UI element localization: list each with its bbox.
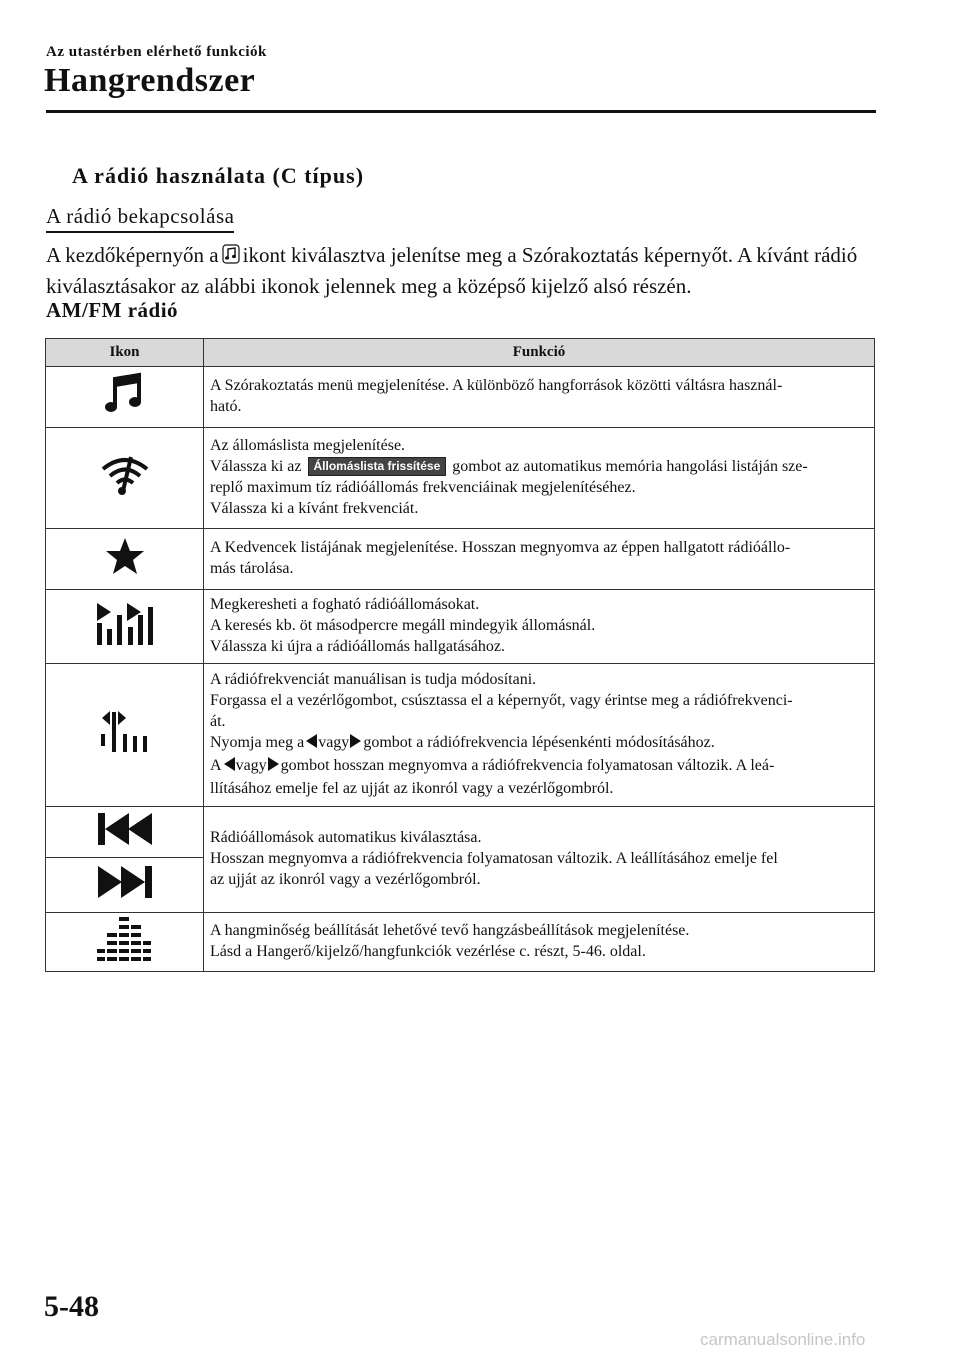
text-cell [204, 664, 875, 807]
intro-text-1: A kezdőképernyőn a [46, 243, 219, 267]
row-text-line: A hangminőség beállítását lehetővé tevő hangzásbeállítások megjelenítése. [210, 922, 690, 939]
station-list-refresh-button[interactable]: Állomáslista frissítése [308, 457, 447, 476]
row-text: vagy [235, 757, 267, 774]
page-number: 5-48 [44, 1290, 99, 1323]
title-rule [46, 110, 876, 113]
seek-back-icon [96, 811, 154, 853]
row-text: gombot az automatikus memória hangolási listáján sze- [452, 458, 808, 475]
icon-cell [46, 664, 204, 807]
row-text-line: replő maximum tíz rádióállomás frekvenciáinak megjelenítéséhez. [210, 479, 636, 496]
icon-cell [46, 428, 204, 529]
heading-main: A rádió használata (C típus) [72, 163, 365, 188]
table-row [46, 428, 875, 529]
function-table [45, 338, 875, 972]
table-row [46, 913, 875, 972]
table-row [46, 367, 875, 428]
text-cell [204, 529, 875, 590]
row-text-line: Megkeresheti a fogható rádióállomásokat. [210, 596, 480, 613]
table-row [46, 529, 875, 590]
row-text-line: llításához emelje fel az ujját az ikonról vagy a vezérlőgombról. [210, 780, 614, 797]
section-label: Az utastérben elérhető funkciók [46, 44, 267, 60]
table-row [46, 590, 875, 664]
row-text-line [210, 732, 868, 755]
col-header-icon: Ikon [46, 339, 204, 367]
scan-icon [95, 634, 155, 651]
row-text-line: át. [210, 713, 226, 730]
text-cell [204, 367, 875, 428]
row-text-line: Válassza ki újra a rádióállomás hallgatásához. [210, 638, 505, 655]
text-cell [204, 807, 875, 913]
row-text-line [210, 456, 868, 477]
equalizer-icon [97, 950, 153, 967]
row-text-line: A Kedvencek listájának megjelenítése. Hosszan megnyomva az éppen hallgatott rádióállo- [210, 539, 791, 556]
icon-cell [46, 367, 204, 428]
icon-cell [46, 913, 204, 972]
seek-back-wrap [46, 807, 203, 857]
row-text-line: A Szórakoztatás menü megjelenítése. A különböző hangforrások közötti váltásra használ- [210, 377, 783, 394]
watermark: carmanualsonline.info [700, 1330, 866, 1349]
row-text-line: ható. [210, 398, 242, 415]
heading-am-fm: AM/FM rádió [46, 298, 179, 322]
row-text: gombot a rádiófrekvencia lépésenkénti módosításához. [363, 734, 715, 751]
triangle-right-icon [350, 733, 362, 755]
text-cell [204, 590, 875, 664]
row-text-line: az ujját az ikonról vagy a vezérlőgombról. [210, 871, 481, 888]
station-list-icon [99, 484, 151, 501]
triangle-left-icon [223, 756, 235, 778]
row-text-line: A keresés kb. öt másodpercre megáll mindegyik állomásnál. [210, 617, 596, 634]
row-text-line: más tárolása. [210, 560, 294, 577]
row-text: Válassza ki az [210, 458, 302, 475]
music-note-inline-icon [222, 242, 240, 262]
col-header-function: Funkció [204, 339, 875, 367]
table-row [46, 664, 875, 807]
icon-cell [46, 807, 204, 913]
row-text-line: Hosszan megnyomva a rádiófrekvencia folyamatosan változik. A leállításához emelje fel [210, 850, 778, 867]
triangle-left-icon [305, 733, 317, 755]
text-cell [204, 428, 875, 529]
seek-forward-wrap [46, 857, 203, 912]
table-header-row [46, 339, 875, 367]
row-text-line: Válassza ki a kívánt frekvenciát. [210, 500, 419, 517]
seek-forward-icon [96, 864, 154, 906]
music-note-icon [105, 403, 145, 420]
row-text-line [210, 755, 868, 778]
intro-paragraph [46, 240, 886, 302]
manual-tune-icon [99, 741, 151, 758]
row-text-line: Lásd a Hangerő/kijelző/hangfunkciók vezérlése c. részt, 5-46. oldal. [210, 943, 646, 960]
icon-cell [46, 529, 204, 590]
row-text: A [210, 757, 222, 774]
icon-cell [46, 590, 204, 664]
triangle-right-icon [268, 756, 280, 778]
row-text-line: Forgassa el a vezérlőgombot, csúsztassa el a képernyőt, vagy érintse meg a rádiófrekvenci- [210, 692, 793, 709]
text-cell [204, 913, 875, 972]
row-text-line: Rádióállomások automatikus kiválasztása. [210, 829, 482, 846]
row-text: Nyomja meg a [210, 734, 305, 751]
row-text-line: A rádiófrekvenciát manuálisan is tudja módosítani. [210, 671, 537, 688]
star-icon [105, 563, 145, 580]
row-text: gombot hosszan megnyomva a rádiófrekvencia folyamatosan változik. A leá- [280, 757, 775, 774]
heading-sub: A rádió bekapcsolása [46, 204, 234, 233]
chapter-title: Hangrendszer [44, 62, 256, 99]
intro-text-2: ikont kiválasztva jelenítse meg a Szórakoztatás képernyőt. A kívánt rádió kiválasztásakor az alábbi ikonok jelennek meg a középső kijelző alsó részén. [46, 243, 858, 298]
row-text: vagy [318, 734, 350, 751]
row-text-line: Az állomáslista megjelenítése. [210, 437, 406, 454]
table-row [46, 807, 875, 913]
